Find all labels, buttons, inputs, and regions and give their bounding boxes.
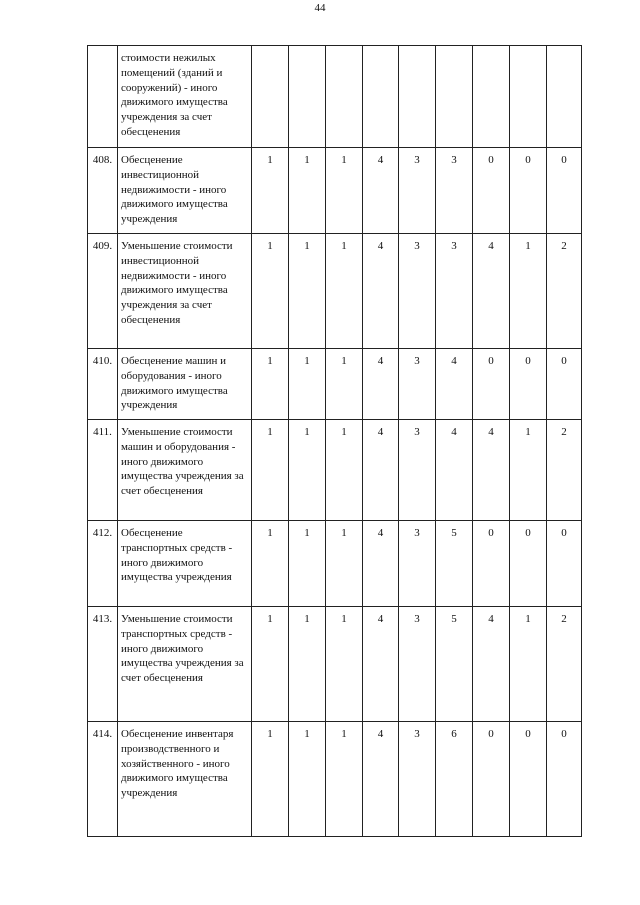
code-cell: 1	[252, 234, 289, 349]
row-number: 413.	[88, 607, 118, 722]
code-cell: 0	[473, 521, 510, 607]
code-cell: 1	[326, 420, 363, 521]
code-cell	[436, 46, 473, 148]
row-number: 412.	[88, 521, 118, 607]
code-cell: 0	[510, 349, 547, 420]
code-cell: 4	[473, 420, 510, 521]
row-name: стоимости нежилых помещений (зданий и сооружений) - иного движимого имущества учреждения за счет обесценения	[118, 46, 252, 148]
code-cell: 1	[326, 722, 363, 837]
code-cell: 4	[363, 607, 399, 722]
code-cell: 1	[289, 349, 326, 420]
row-name: Обесценение инвестиционной недвижимости - иного движимого имущества учреждения	[118, 148, 252, 234]
code-cell: 4	[473, 607, 510, 722]
code-cell: 0	[547, 349, 582, 420]
row-number	[88, 46, 118, 148]
accounts-table	[87, 45, 582, 837]
row-name: Обесценение транспортных средств - иного движимого имущества учреждения	[118, 521, 252, 607]
code-cell: 1	[289, 420, 326, 521]
code-cell: 6	[436, 722, 473, 837]
code-cell: 0	[473, 722, 510, 837]
code-cell: 5	[436, 607, 473, 722]
code-cell: 1	[289, 234, 326, 349]
code-cell: 2	[547, 234, 582, 349]
code-cell	[510, 46, 547, 148]
code-cell: 1	[326, 349, 363, 420]
code-cell: 2	[547, 607, 582, 722]
code-cell: 1	[252, 349, 289, 420]
code-cell: 4	[436, 349, 473, 420]
table-row	[88, 349, 582, 420]
code-cell: 3	[399, 521, 436, 607]
table-row	[88, 420, 582, 521]
code-cell: 1	[326, 234, 363, 349]
code-cell: 0	[473, 349, 510, 420]
code-cell: 1	[252, 521, 289, 607]
table-row	[88, 722, 582, 837]
code-cell: 1	[510, 607, 547, 722]
code-cell: 4	[363, 234, 399, 349]
code-cell: 4	[363, 420, 399, 521]
table-row	[88, 148, 582, 234]
code-cell: 0	[547, 722, 582, 837]
code-cell: 3	[399, 234, 436, 349]
code-cell	[326, 46, 363, 148]
row-number: 414.	[88, 722, 118, 837]
code-cell: 1	[289, 722, 326, 837]
code-cell: 1	[252, 722, 289, 837]
code-cell: 3	[399, 148, 436, 234]
code-cell: 1	[510, 420, 547, 521]
code-cell: 3	[399, 349, 436, 420]
page-number: 44	[314, 2, 326, 14]
code-cell: 1	[326, 148, 363, 234]
row-number: 408.	[88, 148, 118, 234]
code-cell: 0	[510, 722, 547, 837]
row-number: 409.	[88, 234, 118, 349]
row-name: Уменьшение стоимости инвестиционной недвижимости - иного движимого имущества учреждения за счет обесценения	[118, 234, 252, 349]
code-cell: 4	[436, 420, 473, 521]
code-cell: 4	[473, 234, 510, 349]
code-cell: 1	[252, 607, 289, 722]
code-cell: 4	[363, 148, 399, 234]
code-cell: 1	[289, 521, 326, 607]
code-cell: 2	[547, 420, 582, 521]
code-cell: 4	[363, 521, 399, 607]
code-cell: 5	[436, 521, 473, 607]
code-cell: 0	[510, 521, 547, 607]
row-name: Обесценение машин и оборудования - иного движимого имущества учреждения	[118, 349, 252, 420]
code-cell: 1	[252, 148, 289, 234]
code-cell	[473, 46, 510, 148]
code-cell: 4	[363, 349, 399, 420]
row-number: 411.	[88, 420, 118, 521]
code-cell	[399, 46, 436, 148]
code-cell: 0	[473, 148, 510, 234]
code-cell: 1	[326, 607, 363, 722]
code-cell	[289, 46, 326, 148]
code-cell: 3	[399, 607, 436, 722]
code-cell: 3	[436, 234, 473, 349]
table-row	[88, 521, 582, 607]
table-row	[88, 46, 582, 148]
code-cell: 0	[547, 148, 582, 234]
code-cell: 4	[363, 722, 399, 837]
table-row	[88, 607, 582, 722]
code-cell: 1	[289, 607, 326, 722]
row-name: Уменьшение стоимости транспортных средств - иного движимого имущества учреждения за счет обесценения	[118, 607, 252, 722]
code-cell	[252, 46, 289, 148]
code-cell: 3	[399, 722, 436, 837]
row-name: Уменьшение стоимости машин и оборудования - иного движимого имущества учреждения за счет обесценения	[118, 420, 252, 521]
code-cell: 1	[326, 521, 363, 607]
code-cell: 1	[252, 420, 289, 521]
code-cell	[547, 46, 582, 148]
code-cell	[363, 46, 399, 148]
code-cell: 1	[289, 148, 326, 234]
code-cell: 3	[399, 420, 436, 521]
code-cell: 1	[510, 234, 547, 349]
code-cell: 0	[547, 521, 582, 607]
row-number: 410.	[88, 349, 118, 420]
table-row	[88, 234, 582, 349]
code-cell: 3	[436, 148, 473, 234]
row-name: Обесценение инвентаря производственного и хозяйственного - иного движимого имущества учреждения	[118, 722, 252, 837]
code-cell: 0	[510, 148, 547, 234]
